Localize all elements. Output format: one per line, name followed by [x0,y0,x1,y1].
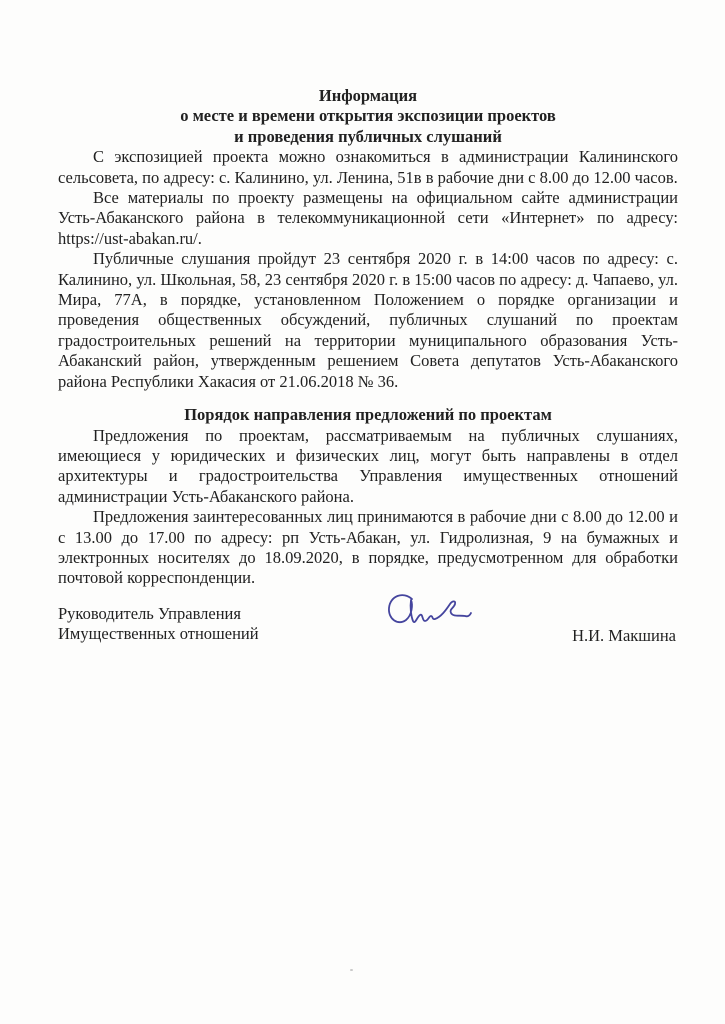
handwritten-signature [384,588,476,638]
paragraph-website: Все материалы по проекту размещены на официальном сайте администрации Усть-Абаканского района в телекоммуникационной сети «Интернет» по адресу: https://ust-abakan.ru/. [58,188,678,248]
document-body [58,86,678,589]
signature-block [58,604,678,646]
title-line-1: Информация [318,86,418,105]
document-title [58,86,678,147]
signer-name: Н.И. Макшина [572,625,676,645]
signer-position-line-2: Имущественных отношений [58,624,259,644]
paragraph-proposals-submission: Предложения по проектам, рассматриваемым на публичных слушаниях, имеющиеся у юридических и физических лиц, могут быть направлены в отдел архитектуры и градостроительства Управления имущественных отношений администрации Усть-Абаканского района. [58,425,678,506]
paragraph-hearings-schedule: Публичные слушания пройдут 23 сентября 2020 г. в 14:00 часов по адресу: с. Калинино, ул. Школьная, 58, 23 сентября 2020 г. в 15:00 часов по адресу: д. Чапаево, ул. Мира, 77А, в порядке, установленном Положением о порядке организации и проведения общественных обсуждений, публичных слушаний по проектам градостроительных решений на территории муниципального образования Усть-Абаканский район, утвержденным решением Совета депутатов Усть-Абаканского района Республики Хакасия от 21.06.2018 № 36. [58,249,678,391]
title-line-2: о месте и времени открытия экспозиции проектов [180,106,556,126]
scan-speck [350,969,353,971]
signer-position-line-1: Руководитель Управления [58,604,241,623]
paragraph-proposals-acceptance: Предложения заинтересованных лиц принимаются в рабочие дни с 8.00 до 12.00 и с 13.00 до 17.00 по адресу: рп Усть-Абакан, ул. Гидролизная, 9 на бумажных и электронных носителях до 18.09.2020, в порядке, предусмотренном для обработки почтовой корреспонденции. [58,507,678,588]
paragraph-exposition-location: С экспозицией проекта можно ознакомиться в администрации Калининского сельсовета, по адресу: с. Калинино, ул. Ленина, 51в в рабочие дни с 8.00 до 12.00 часов. [58,147,678,187]
title-line-3: и проведения публичных слушаний [234,126,502,146]
section-heading-proposals: Порядок направления предложений по проектам [184,405,552,425]
